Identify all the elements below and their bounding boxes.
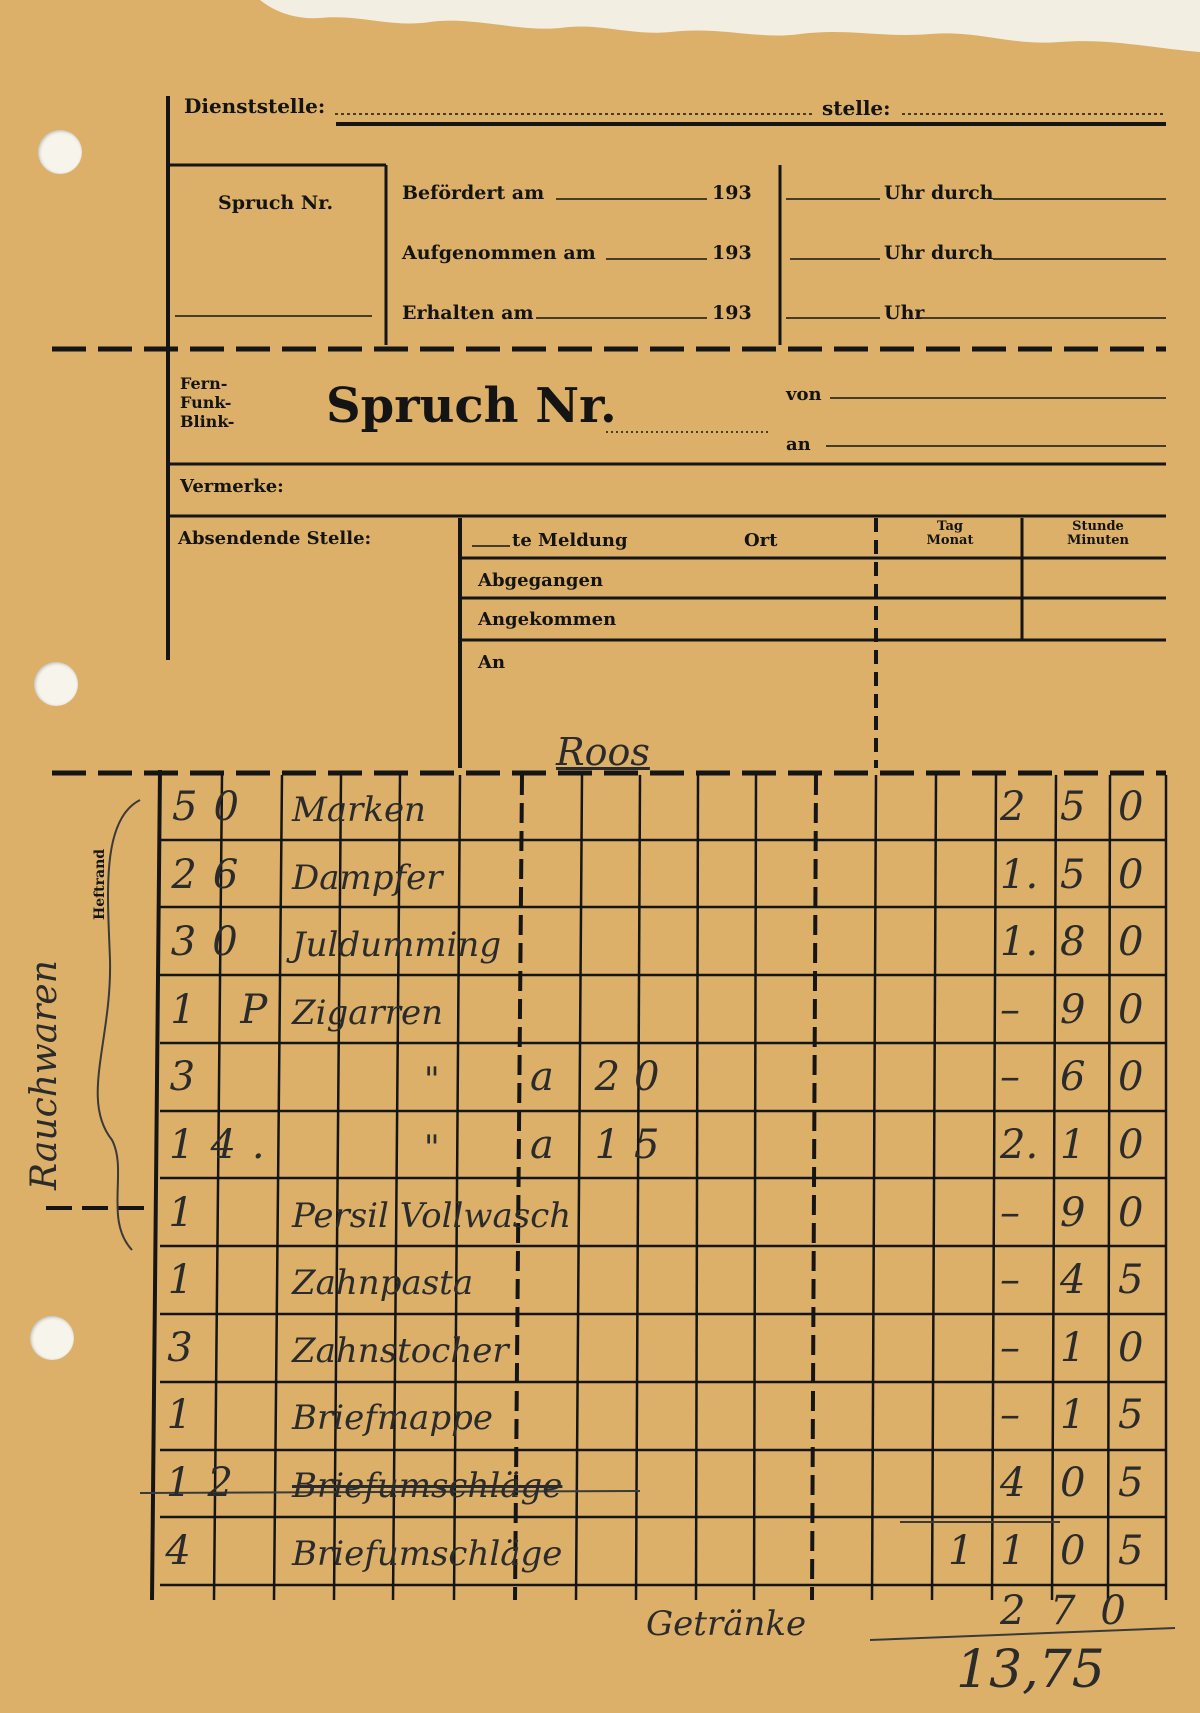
row-price-digit: 0 [1118, 851, 1144, 898]
row-price-digit: – [1000, 1324, 1020, 1371]
aufgenommen-label: Aufgenommen am [402, 242, 596, 264]
row-price-digit: 1 [1060, 1324, 1086, 1371]
row-price-digit: 1 [1060, 1122, 1086, 1168]
stelle-label: stelle: [822, 96, 891, 120]
row-qty: 1 P [170, 986, 284, 1033]
row-price-digit: 2 [1000, 784, 1026, 830]
row-qty: 50 [172, 784, 255, 830]
row-item: Briefumschläge [292, 1533, 563, 1574]
row-qty: 3 [167, 1324, 209, 1371]
row-price-digit: 4 [1000, 1460, 1026, 1506]
row-price-digit: 0 [1060, 1527, 1086, 1574]
row-item: Zahnpasta [292, 1263, 474, 1304]
ort-label: Ort [744, 530, 778, 551]
row-price-digit: 0 [1118, 1054, 1144, 1101]
befoerdert-label: Befördert am [402, 182, 545, 204]
row-price-digit: 2. [1000, 1122, 1039, 1168]
angekommen-label: Angekommen [478, 609, 617, 630]
absendende-stelle-label: Absendende Stelle: [178, 528, 372, 549]
row-extra: a 20 [530, 1054, 674, 1101]
row-price-digit: 1 [1000, 1527, 1026, 1574]
funk-label: Funk- [180, 393, 232, 412]
erhalten-label: Erhalten am [402, 302, 534, 324]
row-price-digit: 0 [1060, 1460, 1086, 1506]
vermerke-label: Vermerke: [180, 476, 284, 497]
row-item: " [424, 1128, 440, 1168]
an-label: an [786, 434, 811, 455]
row-price-digit: 4 [1060, 1257, 1086, 1304]
grand-total: 13,75 [956, 1640, 1105, 1700]
row-qty: 26 [171, 851, 255, 898]
minuten-label: Minuten [1067, 533, 1129, 548]
erhalten-uhr: Uhr [884, 302, 925, 324]
row-qty: 14. [169, 1122, 281, 1168]
row-price-digit: 1. [1000, 851, 1039, 898]
von-label: von [786, 384, 822, 405]
row-price-digit: – [1000, 986, 1020, 1033]
row-price-digit: 1 [1060, 1392, 1086, 1439]
row-item: " [424, 1060, 440, 1101]
row-price-digit: 5 [1060, 851, 1086, 898]
row-price-digit: 5 [1118, 1257, 1144, 1304]
row-item: Zigarren [292, 992, 444, 1033]
row-item: Juldumming [292, 925, 502, 966]
row-price-digit: – [1000, 1054, 1020, 1101]
aufgenommen-uhr-durch: Uhr durch [884, 242, 994, 264]
row-price-digit: 0 [1118, 1324, 1144, 1371]
row-qty: 1 [168, 1189, 210, 1236]
row-price-digit: 0 [1118, 1122, 1144, 1168]
stunde-label: Stunde [1072, 519, 1124, 534]
row-price-digit: – [1000, 1257, 1020, 1304]
heftrand-label: Heftrand [92, 848, 108, 920]
getraenke-amount: 2 7 0 [1000, 1588, 1132, 1634]
row-price-digit: 6 [1060, 1054, 1086, 1101]
row-price-digit: 9 [1060, 1189, 1086, 1236]
dienststelle-label: Dienststelle: [184, 94, 326, 118]
abgegangen-label: Abgegangen [478, 570, 604, 591]
row-price-digit: 5 [1118, 1527, 1144, 1574]
row-price-digit: 0 [1118, 986, 1144, 1033]
row-price-digit: 5 [1118, 1460, 1144, 1506]
row-price-digit: 1 [948, 1527, 974, 1574]
spruch-nr-box-label: Spruch Nr. [218, 192, 334, 214]
row-item: Persil Vollwasch [292, 1195, 572, 1236]
befoerdert-uhr-durch: Uhr durch [884, 182, 994, 204]
row-item: Zahnstocher [292, 1330, 509, 1371]
an-recipient-label: An [478, 652, 506, 673]
row-qty: 4 [165, 1527, 207, 1574]
row-item: Briefmappe [292, 1398, 493, 1439]
form-title: Spruch Nr. [326, 378, 617, 434]
row-price-digit: 0 [1118, 784, 1144, 830]
meldung-label: te Meldung [512, 530, 628, 551]
tag-label: Tag [937, 519, 963, 534]
row-price-digit: 5 [1060, 784, 1086, 830]
row-price-digit: 1. [1000, 919, 1039, 966]
erhalten-year: 193 [712, 302, 752, 324]
row-qty: 12 [166, 1460, 249, 1506]
row-qty: 1 [167, 1257, 210, 1304]
row-price-digit: 0 [1118, 919, 1144, 966]
row-qty: 30 [170, 919, 254, 966]
row-price-digit: 5 [1118, 1392, 1144, 1439]
row-item: Dampfer [292, 857, 443, 898]
row-qty: 1 [166, 1392, 209, 1439]
aufgenommen-year: 193 [712, 242, 752, 264]
blink-label: Blink- [180, 412, 235, 431]
category-handwriting: Rauchwaren [24, 960, 65, 1190]
row-price-digit: – [1000, 1392, 1020, 1439]
getraenke-handwriting: Getränke [646, 1604, 807, 1644]
row-extra: a 15 [530, 1122, 674, 1168]
row-price-digit: 0 [1118, 1189, 1144, 1236]
recipient-handwriting: Roos [556, 730, 650, 774]
row-price-digit: 8 [1060, 919, 1086, 966]
row-item: Marken [292, 790, 426, 830]
row-price-digit: 9 [1060, 986, 1086, 1033]
row-price-digit: – [1000, 1189, 1020, 1236]
fern-label: Fern- [180, 374, 228, 393]
row-item: Briefumschläge [292, 1466, 563, 1506]
befoerdert-year: 193 [712, 182, 752, 204]
stunde-minuten-header [1058, 520, 1138, 548]
row-qty: 3 [169, 1054, 212, 1101]
monat-label: Monat [926, 533, 974, 548]
tag-monat-header [912, 520, 988, 548]
